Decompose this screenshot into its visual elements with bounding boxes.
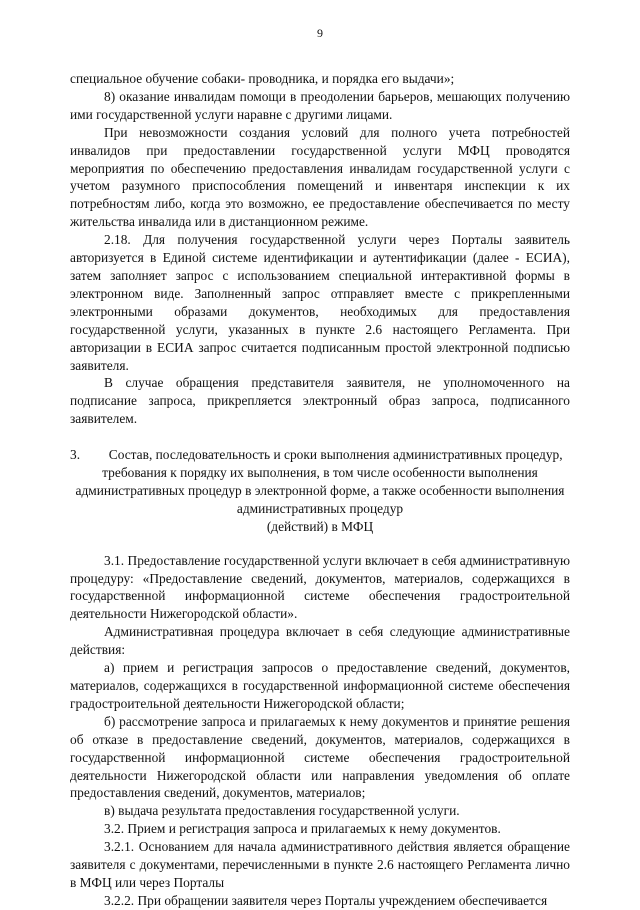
page-number: 9 <box>317 26 323 40</box>
document-body <box>70 70 570 910</box>
section-title-line-1: Состав, последовательность и сроки выполнения административных процедур, <box>108 447 563 463</box>
paragraph: а) прием и регистрация запросов о предоставление сведений, документов, материалов, содержащихся в государственной информационной системе обеспечения градостроительной деятельности Нижегородской области; <box>70 660 570 711</box>
section-title-line-2: требования к порядку их выполнения, в том числе особенности выполнения <box>102 465 538 481</box>
paragraph: 3.2.2. При обращении заявителя через Порталы учреждением обеспечивается <box>104 892 548 908</box>
paragraph: Административная процедура включает в себя следующие административные действия: <box>70 624 570 658</box>
paragraph: В случае обращения представителя заявителя, не уполномоченного на подписание запроса, прикрепляется электронный образ запроса, подписанного заявителем. <box>70 375 570 427</box>
section-title-line-5: (действий) в МФЦ <box>266 518 374 534</box>
paragraphs-bottom <box>70 552 570 910</box>
section-heading <box>70 446 570 536</box>
paragraph: При невозможности создания условий для полного учета потребностей инвалидов при предоставлении государственной услуги МФЦ проводятся мероприятия по обеспечению предоставления инвалидам государственной услуги с учетом разумного приспособления помещений и инвентаря инспекции к их потребностям либо, когда это возможно, ее предоставление обеспечивается по месту жительства инвалида или в дистанционном режиме. <box>70 124 570 230</box>
paragraph: 8) оказание инвалидам помощи в преодолении барьеров, мешающих получению ими государственной услуги наравне с другими лицами. <box>70 88 570 122</box>
paragraph: 3.2.1. Основанием для начала административного действия является обращение заявителя с документами, перечисленными в пункте 2.6 настоящего Регламента лично в МФЦ или через Порталы <box>70 839 570 890</box>
section-title-line-3: административных процедур в электронной форме, а также особенности выполнения <box>75 482 565 498</box>
section-title-line-4: административных процедур <box>236 500 404 516</box>
paragraph: 3.1. Предоставление государственной услуги включает в себя административную процедуру: «Предоставление сведений, документов, материалов, содержащихся в государственной информационной системе обеспечения градостроительной деятельности Нижегородской области». <box>70 552 570 622</box>
paragraph: специальное обучение собаки- проводника, и порядка его выдачи»; <box>70 71 455 86</box>
spacer <box>70 536 570 552</box>
section-number: 3. <box>70 447 81 463</box>
paragraph: в) выдача результата предоставления государственной услуги. <box>104 803 460 819</box>
paragraph: 3.2. Прием и регистрация запроса и прилагаемых к нему документов. <box>104 821 501 837</box>
paragraph: 2.18. Для получения государственной услуги через Порталы заявитель авторизуется в Единой системе идентификации и аутентификации (далее - ЕСИА), затем заполняет запрос с использованием специальной интерактивной формы в электронном виде. Заполненный запрос отправляет вместе с прикрепленными электронными образами документов, необходимых для предоставления государственной услуги, указанных в пункте 2.6 настоящего Регламента. При авторизации в ЕСИА запрос считается подписанным простой электронной подписью заявителя. <box>70 232 570 373</box>
paragraph: б) рассмотрение запроса и прилагаемых к нему документов и принятие решения об отказе в предоставление сведений, документов, материалов, содержащихся в государственной информационной системе обеспечения градостроительной деятельности Нижегородской области или направления уведомления об оплате предоставления сведений, документов, материалов; <box>70 713 570 801</box>
paragraphs-top <box>70 70 570 428</box>
section-heading-line-1 <box>70 446 570 464</box>
